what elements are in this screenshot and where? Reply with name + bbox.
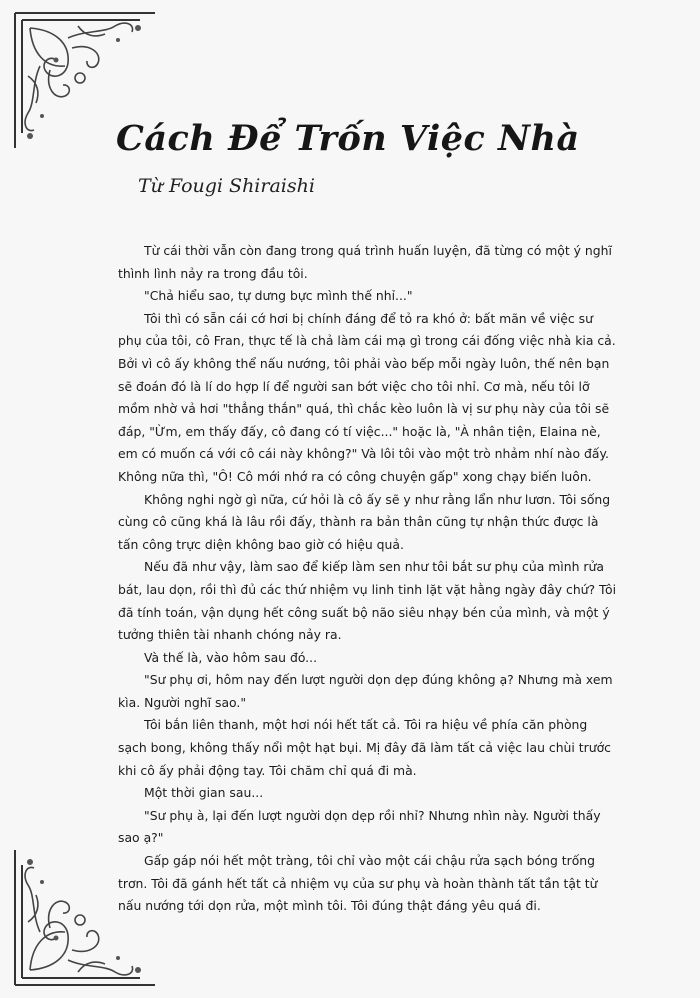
author-credit: Từ Fougi Shiraishi xyxy=(138,175,315,197)
paragraph: Từ cái thời vẫn còn đang trong quá trình huấn luyện, đã từng có một ý nghĩ thình lình nảy ra trong đầu tôi. xyxy=(118,243,612,281)
paragraph: Tôi thì có sẵn cái cớ hơi bị chính đáng để tỏ ra khó ở: bất mãn về việc sư phụ của tôi, cô Fran, thực tế là chả làm cái mạ gì trong cái đống việc nhà kia cả. Bởi vì cô ấy không thể nấu nướng, tôi phải vào bếp mỗi ngày luôn, thế nên bạn sẽ đoán đó là lí do hợp lí để người san bớt việc cho tôi nhỉ. Cơ mà, nếu tôi lỡ mồm nhờ vả hơi "thẳng thắn" quá, thì chắc kèo luôn là vị sư phụ này của tôi sẽ đáp, "Ừm, em thấy đấy, cô đang có tí việc..." hoặc là, "À nhân tiện, Elaina nè, em có muốn cá với cô cái này không?" Và lôi tôi vào một trò nhảm nhí nào đấy. Không nữa thì, "Ô! Cô mới nhớ ra có công chuyện gấp" xong chạy biến luôn. xyxy=(118,310,616,484)
story-body xyxy=(118,240,616,918)
paragraph: Nếu đã như vậy, làm sao để kiếp làm sen như tôi bắt sư phụ của mình rửa bát, lau dọn, rồi thì đủ các thứ nhiệm vụ linh tinh lặt vặt hằng ngày đây chứ? Tôi đã tính toán, vận dụng hết công suất bộ não siêu nhạy bén của mình, và một ý tưởng thiên tài nhanh chóng nảy ra. xyxy=(118,559,617,643)
paragraph: Không nghi ngờ gì nữa, cứ hỏi là cô ấy sẽ y như rằng lẩn như lươn. Tôi sống cùng cô cũng khá là lâu rồi đấy, thành ra bản thân cũng tự nhận thức được là tấn công trực diện không bao giờ có hiệu quả. xyxy=(118,491,611,552)
paragraph: Và thế là, vào hôm sau đó... xyxy=(144,649,318,665)
paragraph: Gấp gáp nói hết một tràng, tôi chỉ vào một cái chậu rửa sạch bóng trống trơn. Tôi đã gánh hết tất cả nhiệm vụ của sư phụ và hoàn thành tất tần tật từ nấu nướng tới dọn rửa, một mình tôi. Tôi đúng thật đáng yêu quá đi. xyxy=(118,853,598,914)
paragraph: Một thời gian sau... xyxy=(144,785,264,801)
paragraph: "Chả hiểu sao, tự dưng bực mình thế nhỉ..." xyxy=(144,288,413,304)
paragraph: Tôi bắn liên thanh, một hơi nói hết tất cả. Tôi ra hiệu về phía căn phòng sạch bong, không thấy nổi một hạt bụi. Mị đây đã làm tất cả việc lau chùi trước khi cô ấy phải động tay. Tôi chăm chỉ quá đi mà. xyxy=(118,717,611,778)
paragraph: "Sư phụ à, lại đến lượt người dọn dẹp rồi nhỉ? Nhưng nhìn này. Người thấy sao ạ?" xyxy=(118,807,601,846)
paragraph: "Sư phụ ơi, hôm nay đến lượt người dọn dẹp đúng không ạ? Nhưng mà xem kìa. Người nghĩ sao." xyxy=(118,672,613,710)
chapter-title: Cách Để Trốn Việc Nhà xyxy=(116,118,580,159)
